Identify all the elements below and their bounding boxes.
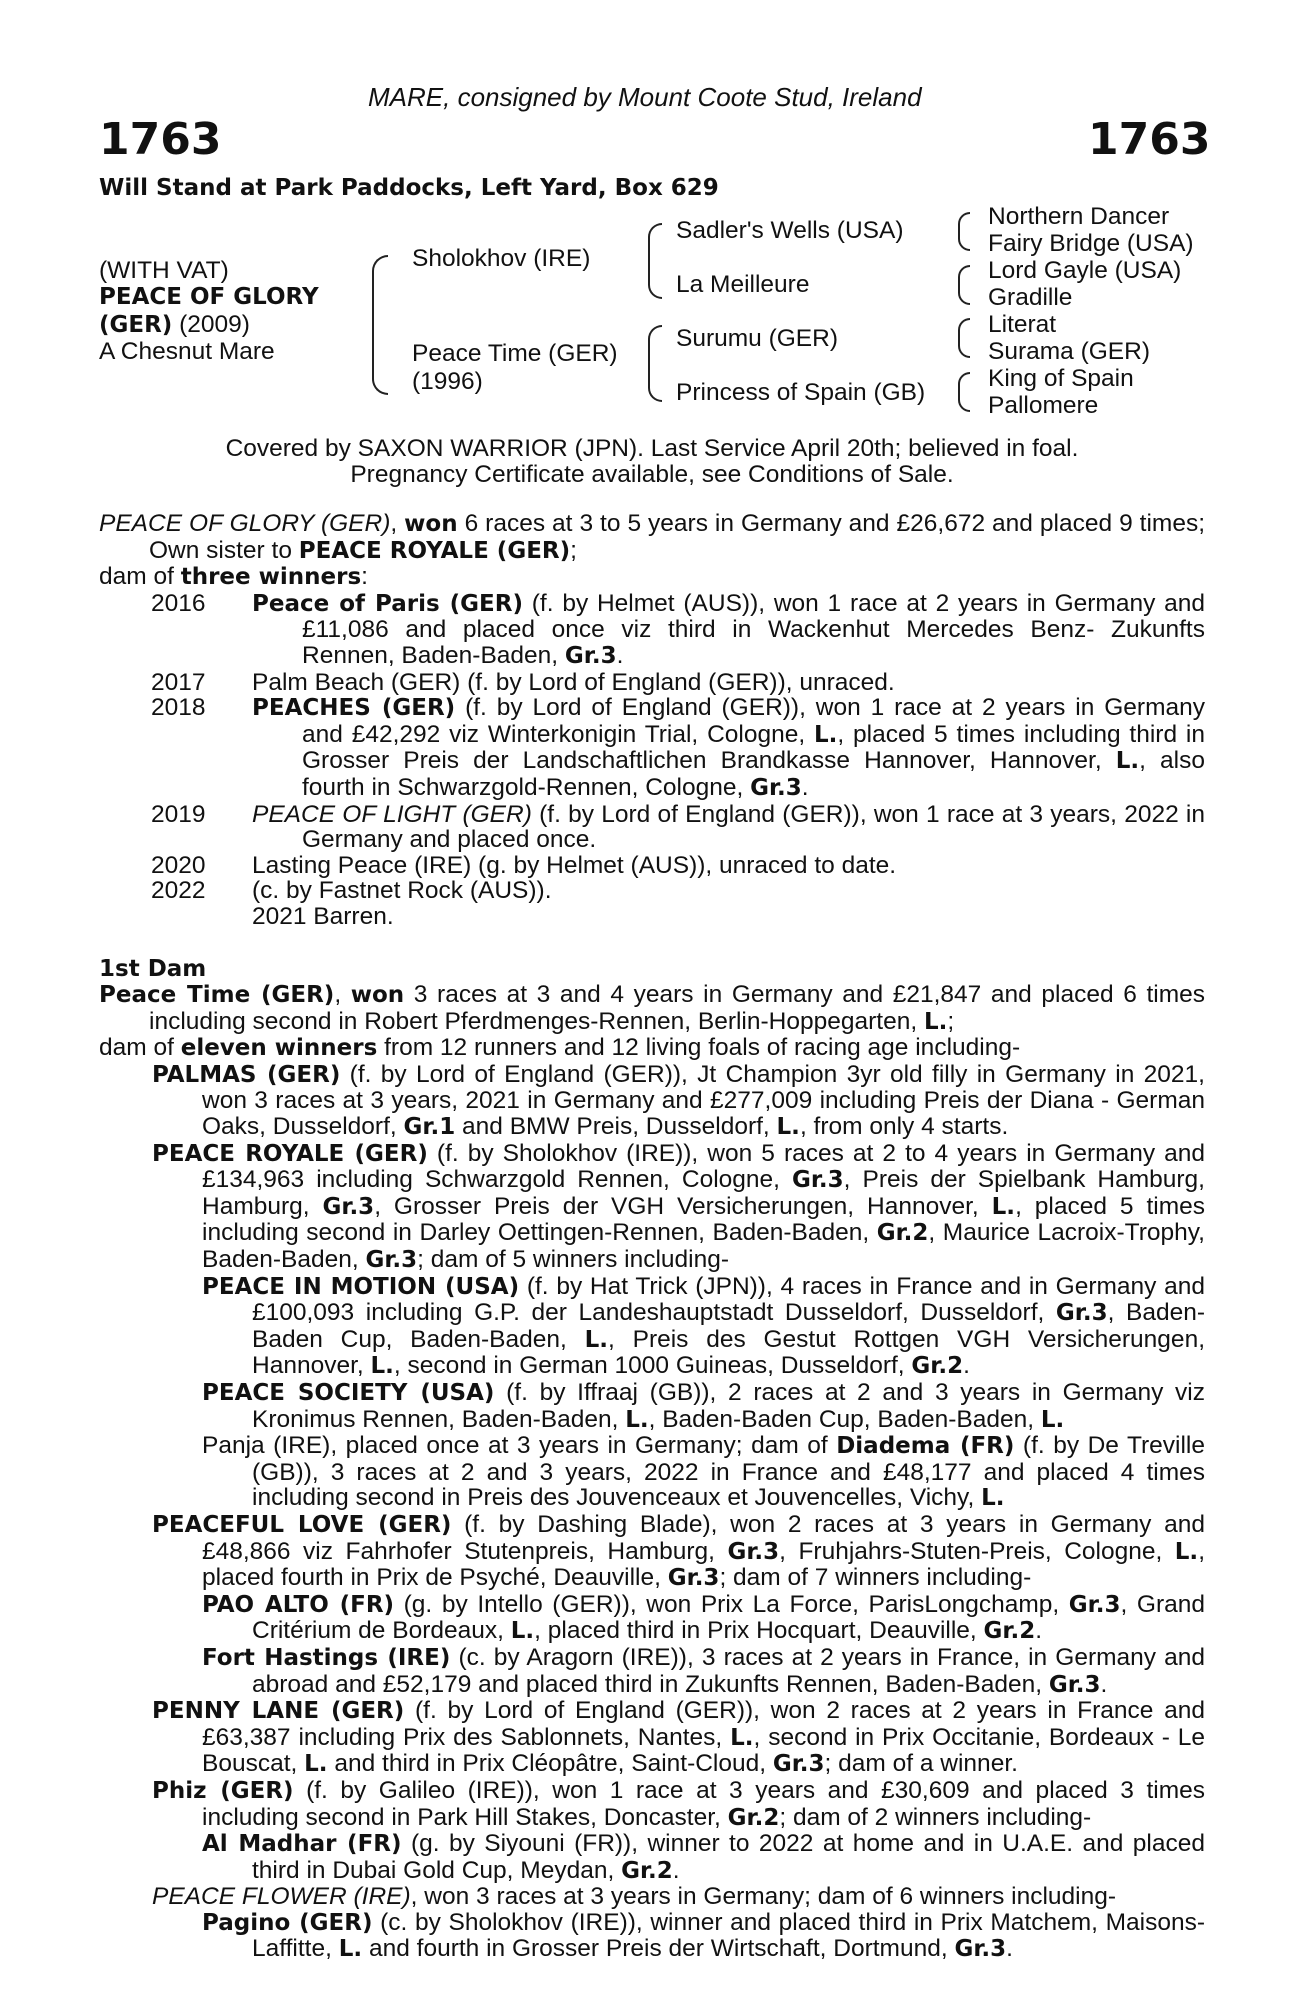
progeny-name: PEACHES (GER) xyxy=(252,695,456,722)
progeny-name: Lasting Peace (IRE) xyxy=(252,851,472,879)
progeny-entry xyxy=(99,853,1205,879)
listed-mark: L. xyxy=(1115,748,1140,775)
listed-mark: L. xyxy=(370,1353,394,1380)
produce-text: . xyxy=(963,1352,970,1380)
progeny-grade: Gr.3 xyxy=(564,642,617,669)
pedigree-sire-sire: Sadler's Wells (USA) xyxy=(676,217,904,244)
mare-record-end: ; xyxy=(570,536,577,564)
pedigree-dam-year: (1996) xyxy=(412,368,483,395)
produce-text: , Baden-Baden Cup, Baden-Baden, xyxy=(648,1405,1041,1433)
dam-of-label: dam of xyxy=(99,563,181,591)
grade-mark: Gr.3 xyxy=(667,1565,720,1592)
pedigree-sire-dam: La Meilleure xyxy=(676,271,810,298)
listed-mark: L. xyxy=(304,1751,328,1778)
produce-peace-flower xyxy=(99,1884,1205,1910)
progeny-text: (f. by Lord of England (GER)), won 1 race at 3 years, 2022 in Germany and placed once. xyxy=(302,800,1205,854)
produce-text: . xyxy=(672,1856,680,1884)
progeny-text: (f. by Lord of England (GER)), unraced. xyxy=(460,668,895,696)
own-sister-name: PEACE ROYALE (GER) xyxy=(298,537,571,564)
produce-text: (f. by De Treville (GB)), 3 races at 2 and 3 years, 2022 in France and £48,177 and placed 4 times including second in Preis des Jouvenceaux et Jouvencelles, Vichy, xyxy=(252,1432,1205,1512)
covered-line-2: Pregnancy Certificate available, see Conditions of Sale. xyxy=(350,460,954,488)
progeny-entry xyxy=(99,591,1205,670)
vat-note: (WITH VAT) xyxy=(99,257,229,284)
grade-mark: Gr.3 xyxy=(365,1247,418,1274)
produce-name: PENNY LANE (GER) xyxy=(152,1698,405,1725)
catalogue-body xyxy=(99,511,1205,1963)
produce-text: , placed fourth in Prix de Psyché, Deauville, xyxy=(202,1537,1205,1592)
progeny-name: Palm Beach (GER) xyxy=(252,668,461,696)
produce-text: , Grand Critérium de Bordeaux, xyxy=(252,1590,1205,1645)
progeny-entry xyxy=(99,670,1205,696)
progeny-year: 2018 xyxy=(151,694,206,722)
progeny-text: 2021 Barren. xyxy=(252,902,394,930)
mare-name: PEACE OF GLORY (GER) xyxy=(99,510,391,537)
produce-name: PEACEFUL LOVE (GER) xyxy=(152,1511,452,1538)
pedigree-bracket-g3-4 xyxy=(958,372,970,412)
produce-text: (g. by Siyouni (FR)), winner to 2022 at home and in U.A.E. and placed third in Dubai Gold Cup, Meydan, xyxy=(252,1830,1205,1884)
produce-text: ; dam of 2 winners including- xyxy=(779,1803,1092,1831)
grade-mark: Gr.1 xyxy=(403,1114,456,1141)
progeny-end: . xyxy=(801,773,809,801)
listed-mark: L. xyxy=(813,721,838,748)
mare-record: PEACE OF GLORY (GER), won 6 races at 3 to 5 years in Germany and £26,672 and placed 9 times; Own sister to PEACE ROYALE (GER); xyxy=(99,510,1206,564)
progeny-entry xyxy=(99,904,1205,930)
produce-text: (f. by Lord of England (GER)), won 2 races at 2 years in France and £63,387 including Prix des Sablonnets, Nantes, xyxy=(202,1697,1206,1751)
pedigree-g3-8: Pallomere xyxy=(988,392,1099,419)
horse-year: (2009) xyxy=(172,311,250,338)
produce-text: (f. by Hat Trick (JPN)), 4 races in France and in Germany and £100,093 including G.P. der Landeshauptstadt Dusseldorf, Dusseldorf, xyxy=(252,1272,1205,1327)
produce-text: ; dam of 5 winners including- xyxy=(417,1246,730,1274)
progeny-entry xyxy=(99,878,1205,904)
grade-mark: Gr.3 xyxy=(791,1167,844,1194)
produce-pao-alto xyxy=(99,1592,1205,1645)
first-dam-name: Peace Time (GER) xyxy=(99,982,335,1009)
grade-mark: Gr.3 xyxy=(1068,1591,1121,1618)
first-dam-text-end: ; xyxy=(947,1007,955,1035)
grade-mark: Gr.3 xyxy=(954,1936,1007,1963)
produce-penny-lane xyxy=(99,1698,1205,1778)
produce-text: and BMW Preis, Dusseldorf, xyxy=(455,1113,777,1141)
first-dam-heading xyxy=(99,956,1205,983)
progeny-entry xyxy=(99,802,1205,853)
grade-mark: Gr.2 xyxy=(911,1353,964,1380)
mare-dam-of xyxy=(99,564,1205,591)
first-dam-dam-of xyxy=(99,1035,1205,1062)
lot-number-left: 1763 xyxy=(99,114,222,165)
pedigree-bracket-dam xyxy=(648,325,662,402)
produce-peace-royale xyxy=(99,1141,1205,1274)
listed-mark: L. xyxy=(730,1724,754,1751)
produce-pagino xyxy=(99,1910,1205,1963)
covered-line-1: Covered by SAXON WARRIOR (JPN). Last Service April 20th; believed in foal. xyxy=(225,435,1079,462)
produce-text: , Grosser Preis der VGH Versicherungen, Hannover, xyxy=(374,1192,992,1220)
mare-record-text: 6 races at 3 to 5 years in Germany and £26,672 and placed 9 times; Own sister to xyxy=(149,510,1206,564)
produce-peace-in-motion xyxy=(99,1274,1205,1380)
progeny-text: (g. by Helmet (AUS)), unraced to date. xyxy=(471,851,897,879)
grade-mark: Gr.2 xyxy=(983,1618,1036,1645)
colon: : xyxy=(361,563,368,591)
consignor-line: MARE, consigned by Mount Coote Stud, Ireland xyxy=(368,82,922,112)
produce-text: , Preis des Gestut Rottgen VGH Versicherungen, Hannover, xyxy=(252,1325,1205,1380)
produce-text: , second in German 1000 Guineas, Dusseldorf, xyxy=(393,1352,912,1380)
listed-mark: L. xyxy=(981,1485,1005,1512)
won-label: won xyxy=(350,982,405,1009)
progeny-grade: Gr.3 xyxy=(750,774,802,801)
grade-mark: Gr.2 xyxy=(727,1804,780,1831)
grade-mark: Gr.2 xyxy=(876,1220,929,1247)
grade-mark: Gr.3 xyxy=(772,1751,825,1778)
produce-text: , Maurice Lacroix-Trophy, Baden-Baden, xyxy=(202,1219,1205,1274)
pedigree-sire: Sholokhov (IRE) xyxy=(412,245,591,272)
progeny-end: . xyxy=(616,641,624,669)
produce-peace-society xyxy=(99,1380,1205,1433)
produce-text: . xyxy=(1100,1670,1108,1698)
produce-al-madhar xyxy=(99,1831,1205,1884)
produce-text: and fourth in Grosser Preis der Wirtschaft, Dortmund, xyxy=(362,1935,955,1963)
produce-name: Fort Hastings (IRE) xyxy=(202,1644,451,1671)
first-dam-record: Peace Time (GER), won 3 races at 3 and 4 years in Germany and £21,847 and placed 6 times including second in Robert Pferdmenges-Rennen, Berlin-Hoppegarten, L.; xyxy=(99,981,1205,1035)
produce-text: (c. by Sholokhov (IRE)), winner and placed third in Prix Matchem, Maisons-Laffitte, xyxy=(252,1908,1205,1963)
listed-mark: L. xyxy=(1040,1406,1065,1433)
produce-text: and third in Prix Cléopâtre, Saint-Cloud, xyxy=(327,1750,773,1778)
produce-text: (f. by Sholokhov (IRE)), won 5 races at 2 to 4 years in Germany and £134,963 including Schwarzgold Rennen, Cologne, xyxy=(202,1139,1205,1194)
pedigree-g3-1: Northern Dancer xyxy=(988,203,1170,230)
produce-name: PAO ALTO (FR) xyxy=(202,1591,395,1618)
produce-peaceful-love xyxy=(99,1512,1205,1592)
produce-text: , Fruhjahrs-Stuten-Preis, Cologne, xyxy=(779,1537,1175,1565)
produce-text: ; dam of 7 winners including- xyxy=(719,1564,1032,1592)
produce-name: PEACE IN MOTION (USA) xyxy=(202,1273,520,1300)
progeny-year: 2020 xyxy=(151,851,206,879)
produce-text: , from only 4 starts. xyxy=(799,1113,1009,1141)
listed-mark: L. xyxy=(338,1936,363,1963)
winners-count: three winners xyxy=(180,564,362,591)
produce-text: , second in Prix Occitanie, Bordeaux - Le Bouscat, xyxy=(202,1723,1205,1778)
pedigree-g3-7: King of Spain xyxy=(988,365,1134,392)
pedigree-bracket-main xyxy=(372,255,388,395)
produce-fort-hastings xyxy=(99,1645,1205,1698)
produce-text: , Baden-Baden Cup, Baden-Baden, xyxy=(252,1299,1205,1353)
listed-mark: L. xyxy=(991,1193,1016,1220)
winners-count: eleven winners xyxy=(180,1035,378,1062)
lot-number-right: 1763 xyxy=(1088,114,1211,165)
produce-name: PEACE SOCIETY (USA) xyxy=(202,1380,495,1406)
pedigree-dam-dam: Princess of Spain (GB) xyxy=(676,379,926,406)
horse-name: PEACE OF GLORY xyxy=(99,284,319,310)
progeny-text: (c. by Fastnet Rock (AUS)). xyxy=(252,877,552,905)
dam-of-label: dam of xyxy=(99,1034,181,1062)
pedigree-bracket-g3-2 xyxy=(958,265,970,305)
pedigree-bracket-sire xyxy=(648,223,662,299)
listed-mark: L. xyxy=(584,1326,609,1353)
produce-text: (c. by Aragorn (IRE)), 3 races at 2 years in France, in Germany and abroad and £52,179 and placed third in Zukunfts Rennen, Baden-Baden, xyxy=(252,1643,1205,1698)
grade-mark: Gr.3 xyxy=(1055,1300,1108,1327)
produce-phiz xyxy=(99,1778,1205,1831)
produce-text: , Preis der Spielbank Hamburg, Hamburg, xyxy=(202,1166,1205,1220)
pedigree-g3-2: Fairy Bridge (USA) xyxy=(988,230,1194,257)
listed-mark: L. xyxy=(923,1008,948,1035)
first-dam-text: 3 races at 3 and 4 years in Germany and £21,847 and placed 6 times including second in Robert Pferdmenges-Rennen, Berlin-Hoppegarten, xyxy=(149,981,1205,1035)
produce-text: , placed third in Prix Hocquart, Deauville, xyxy=(534,1617,984,1645)
progeny-year: 2016 xyxy=(151,589,206,617)
pedigree-g3-3: Lord Gayle (USA) xyxy=(988,257,1182,284)
produce-text: (f. by Iffraaj (GB)), 2 races at 2 and 3 years in Germany viz Kronimus Rennen, Baden-Baden, xyxy=(252,1379,1205,1433)
listed-mark: L. xyxy=(776,1114,800,1141)
produce-name: PEACE FLOWER (IRE) xyxy=(152,1883,411,1911)
progeny-name: PEACE OF LIGHT (GER) xyxy=(252,800,532,828)
progeny-text: (f. by Helmet (AUS)), won 1 race at 2 years in Germany and £11,086 and placed once viz third in Wackenhut Mercedes Benz- Zukunfts Rennen, Baden-Baden, xyxy=(302,589,1206,669)
produce-name: Al Madhar (FR) xyxy=(202,1831,402,1858)
produce-name: PALMAS (GER) xyxy=(152,1061,341,1088)
progeny-text: (f. by Lord of England (GER)), won 1 race at 2 years in Germany and £42,292 viz Winterkonigin Trial, Cologne, xyxy=(302,694,1205,748)
produce-text: (f. by Galileo (IRE)), won 1 race at 3 years and £30,609 and placed 3 times including second in Park Hill Stakes, Doncaster, xyxy=(202,1776,1205,1831)
horse-origin-year xyxy=(99,312,250,339)
grade-mark: Gr.3 xyxy=(322,1193,375,1220)
pedigree-bracket-g3-1 xyxy=(958,212,970,251)
produce-name: Pagino (GER) xyxy=(202,1909,373,1936)
grade-mark: Gr.3 xyxy=(727,1538,780,1565)
progeny-year: 2019 xyxy=(151,800,206,828)
pedigree-dam-sire: Surumu (GER) xyxy=(676,325,839,352)
pedigree-g3-5: Literat xyxy=(988,311,1057,338)
produce-text: . xyxy=(1035,1617,1043,1645)
won-label: won xyxy=(404,511,458,537)
progeny-text: , placed 5 times including third in Grosser Preis der Landschaftlichen Brandkasse Hannover, Hannover, xyxy=(302,720,1205,775)
first-dam-label: 1st Dam xyxy=(99,955,207,982)
pedigree-dam: Peace Time (GER) xyxy=(412,340,618,367)
produce-text: (f. by Dashing Blade), won 2 races at 3 years in Germany and £48,866 viz Fahrhofer Stutenpreis, Hamburg, xyxy=(202,1510,1205,1565)
produce-palmas xyxy=(99,1062,1205,1141)
progeny-year: 2017 xyxy=(151,668,206,696)
horse-description: A Chesnut Mare xyxy=(99,338,275,365)
produce-text: Panja (IRE), placed once at 3 years in Germany; dam of xyxy=(202,1432,837,1460)
listed-mark: L. xyxy=(625,1406,649,1433)
produce-name: Phiz (GER) xyxy=(152,1777,294,1804)
produce-text: , placed 5 times including second in Darley Oettingen-Rennen, Baden-Baden, xyxy=(202,1192,1205,1247)
produce-text: (f. by Lord of England (GER)), Jt Champion 3yr old filly in Germany in 2021, won 3 races at 3 years, 2021 in Germany and £277,009 including Preis der Diana - German Oaks, Dusseldorf, xyxy=(202,1060,1205,1141)
produce-text: , won 3 races at 3 years in Germany; dam of 6 winners including- xyxy=(410,1883,1117,1911)
produce-name: PEACE ROYALE (GER) xyxy=(152,1140,428,1167)
first-dam-runners: from 12 runners and 12 living foals of racing age including- xyxy=(377,1034,1021,1062)
covered-note xyxy=(99,436,1205,487)
progeny-name: Peace of Paris (GER) xyxy=(252,590,523,617)
grade-mark: Gr.3 xyxy=(1048,1671,1101,1698)
pedigree-g3-6: Surama (GER) xyxy=(988,338,1151,365)
pedigree-bracket-g3-3 xyxy=(958,318,970,358)
pedigree-g3-4: Gradille xyxy=(988,284,1073,311)
produce-text: (g. by Intello (GER)), won Prix La Force, ParisLongchamp, xyxy=(394,1590,1069,1618)
produce-text: ; dam of a winner. xyxy=(824,1750,1018,1778)
listed-mark: L. xyxy=(510,1618,535,1645)
produce-name: Diadema (FR) xyxy=(836,1433,1015,1460)
progeny-entry xyxy=(99,695,1205,801)
produce-text: . xyxy=(1006,1935,1013,1963)
grade-mark: Gr.2 xyxy=(621,1857,673,1884)
stand-location: Will Stand at Park Paddocks, Left Yard, Box 629 xyxy=(99,175,719,201)
progeny-text: , also fourth in Schwarzgold-Rennen, Cologne, xyxy=(302,747,1205,801)
produce-panja xyxy=(99,1433,1205,1512)
horse-country: (GER) xyxy=(99,312,173,338)
progeny-year: 2022 xyxy=(151,877,206,905)
listed-mark: L. xyxy=(1174,1538,1199,1565)
